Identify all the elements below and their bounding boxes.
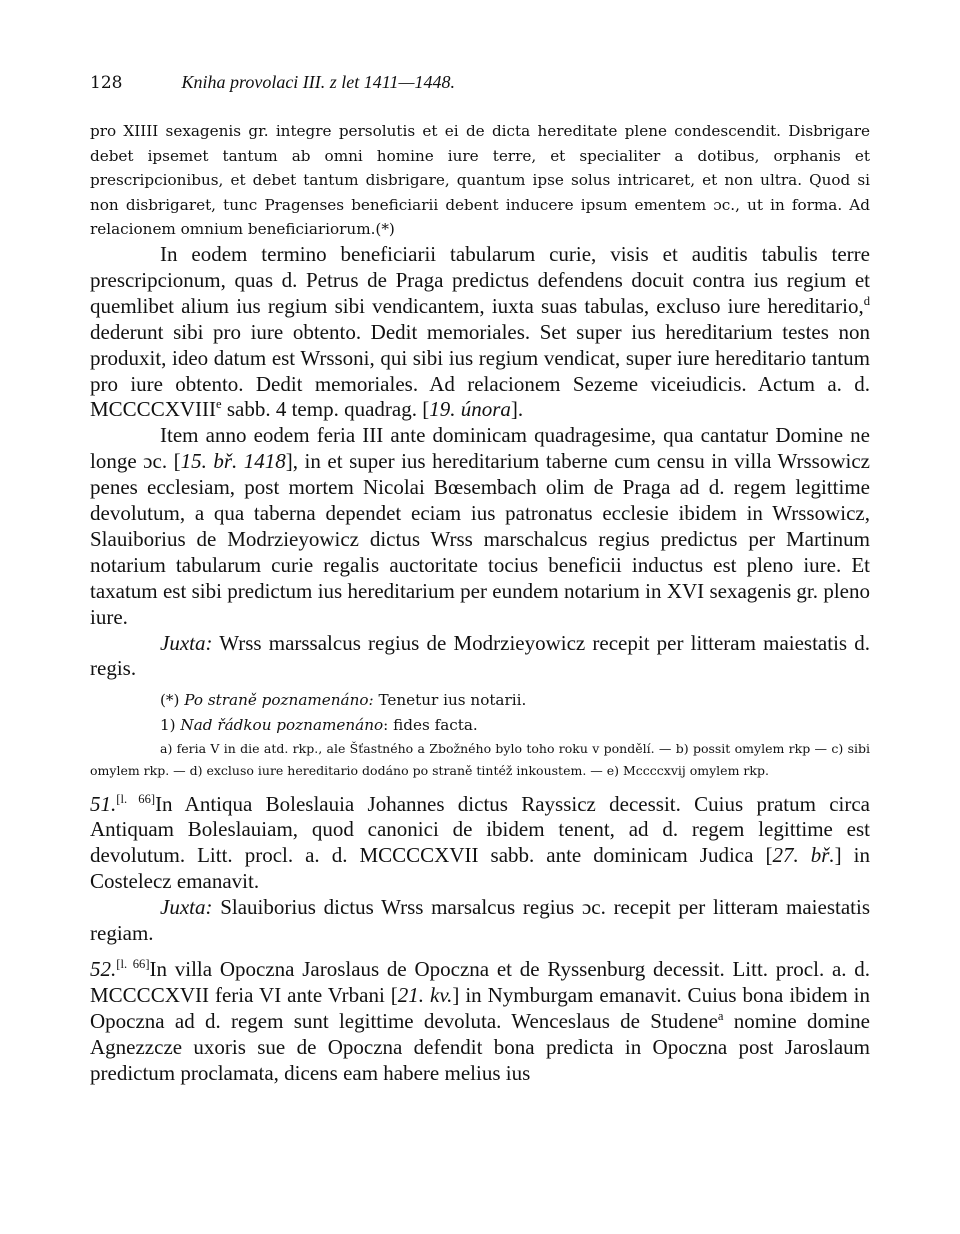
- page-number: 128: [90, 73, 123, 93]
- critical-apparatus: a) feria V in die atd. rkp., ale Šťastného a Zbožného bylo toho roku v pondělí. — b) possit omylem rkp — c) sibi omylem rkp. — d) excluso iure hereditario dodáno po straně tintéž inkoustem. — e) Mccccxvij omylem rkp.: [90, 740, 870, 778]
- paragraph-in-eodem: In eodem termino beneficiarii tabularum curie, visis et auditis tabulis terre prescripcionum, quas d. Petrus de Praga predictus defendens docuit contra ius regium et quemlibet alium ius regium sibi vendicantem, iuxta suas tabulas, excluso iure hereditario,$^d$ dederunt sibi pro iure obtento. Dedit memoriales. Set super ius hereditarium testes non produxit, ideo datum est Wrssoni, qui sibi ius regium vendicat, super iure hereditario tantum pro iure obtento. Dedit memoriales. Ad relacionem Sezeme viceiudicis. Actum a. d. MCCCCXVIIIe sabb. 4 temp. quadrag. [19. února].: [90, 241, 870, 422]
- footnote-one: 1) Nad řádkou poznamenáno: fides facta.: [160, 715, 478, 734]
- paragraph-juxta: Juxta: Wrss marssalcus regius de Modrzieyowicz recepit per litteram maiestatis d. regis.: [90, 630, 870, 681]
- entry-52: 52.[l. 66]In villa Opoczna Jaroslaus de Opoczna et de Ryssenburg decessit. Litt. procl. a. d. MCCCCXVII feria VI ante Vrbani [21. kv.] in Nymburgam emanavit. Cuius bona ibidem in Opoczna ad d. regem sunt legittime devoluta. Wenceslaus de Studene$^a$ nomine domine Agnezzcze uxoris sue de Opoczna defendit bona predicta in Opoczna post Jaroslaum predictum proclamata, dicens eam habere melius ius: [90, 957, 871, 1085]
- page: [90, 72, 870, 1087]
- entry-51: 51.[l. 66]In Antiqua Boleslauia Johannes dictus Rayssicz decessit. Cuius pratum circa Antiquam Boleslauiam, quod canonici de ibidem tenent, ad d. regem legittime est devolutum. Litt. procl. a. d. MCCCCXVII sabb. ante dominicam Judica [27. bř.] in Costelecz emanavit.: [90, 791, 871, 894]
- paragraph-item-anno: Item anno eodem feria III ante dominicam quadragesime, qua cantatur Domine ne longe ɔc. [15. bř. 1418], in et super ius hereditarium taberne cum censu in villa Wrssowicz penes ecclesiam, post mortem Nicolai Bœsembach olim de Praga ad d. regem legittime devolutum, a qua taberna dependet eciam ius patronatus ecclesie ibidem in Wrssowicz, Slauiborius de Modrzieyowicz dictus Wrss marschalcus regius predictus per Martinum notarium tabularum curie regalis auctoritate tocius beneficii inductus est pleno iure. Et taxatum est sibi predictum ius hereditarium per eundem notarium in XVI sexagenis gr. pleno iure.: [90, 423, 870, 629]
- entry-51-juxta: Juxta: Slauiborius dictus Wrss marsalcus regius ɔc. recepit per litteram maiestatis regiam.: [90, 895, 870, 946]
- footnote-star: (*) Po straně poznamenáno: Tenetur ius notarii.: [160, 691, 527, 710]
- paragraph-continuation: pro XIIII sexagenis gr. integre persolutis et ei de dicta hereditate plene condescendit. Disbrigare debet ipsemet tantum ab omni homine iure terre, et specialiter a dotibus, orphanis et prescripcionibus, et debet tantum disbrigare, quantum ipse solus intricaret, et non ultra. Quod si non disbrigaret, tunc Pragenses beneficiarii debent inducere ipsum ementem ɔc., ut in forma. Ad relacionem omnium beneficiariorum.(*): [90, 122, 870, 239]
- page-header: [90, 72, 870, 93]
- running-title: Kniha provolaci III. z let 1411—1448.: [181, 72, 455, 92]
